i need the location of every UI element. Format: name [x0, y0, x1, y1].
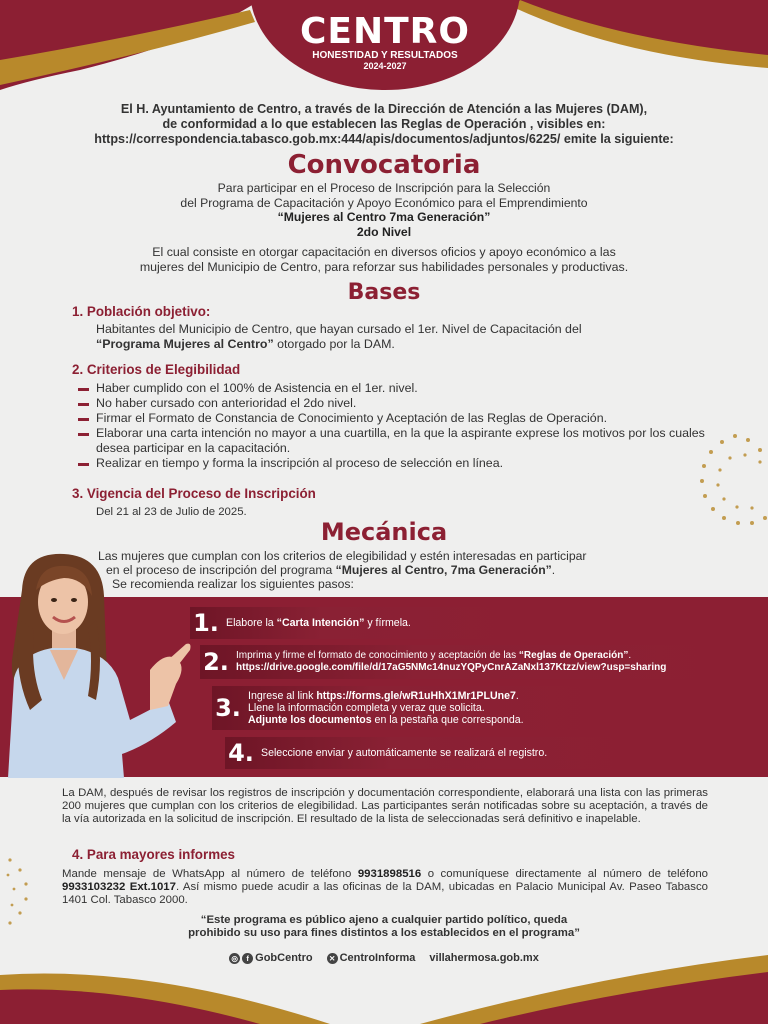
forms-link[interactable]: https://forms.gle/wR1uHhX1Mr1PLUne7 — [316, 690, 516, 702]
woman-pointing-photo — [0, 550, 200, 778]
instagram-icon: ◎ — [229, 953, 240, 964]
mecanica-line: Se recomienda realizar los siguientes pasos: — [112, 577, 354, 591]
list-item: Realizar en tiempo y forma la inscripción al proceso de selección en línea. — [78, 456, 718, 471]
list-item: No haber cursado con anterioridad el 2do nivel. — [78, 396, 718, 411]
step-text: Seleccione enviar y automáticamente se realizará el registro. — [261, 747, 548, 759]
step-1 — [190, 607, 520, 639]
bases-title: Bases — [347, 280, 421, 305]
phone-number[interactable]: 9933103232 Ext.1017 — [62, 881, 176, 893]
social-footer — [0, 952, 768, 964]
section-heading-poblacion: 1. Población objetivo: — [72, 304, 211, 319]
poblacion-line: Habitantes del Municipio de Centro, que hayan cursado el 1er. Nivel de Capacitación del — [96, 322, 582, 336]
intro-line: El H. Ayuntamiento de Centro, a través de la Dirección de Atención a las Mujeres (DAM), — [120, 102, 648, 116]
whatsapp-number[interactable]: 9931898516 — [357, 868, 422, 880]
logo-years: 2024-2027 — [363, 61, 407, 71]
step-2 — [200, 645, 740, 679]
convocatoria-body — [90, 181, 678, 239]
informes-body: Mande mensaje de WhatsApp al número de teléfono 9931898516 o comuníquese directamente al número de teléfono 9933103232 Ext.1017. Así mismo puede acudir a las oficinas de la DAM, ubicadas en Palacio Municipal Av. Paseo Tabasco 1401 Col. Tabasco 2000. — [62, 868, 709, 906]
criterios-list — [78, 381, 718, 471]
convocatoria-line: Para participar en el Proceso de Inscripción para la Selección — [217, 181, 551, 195]
results-paragraph: La DAM, después de revisar los registros de inscripción y documentación correspondiente, elaborará una lista con las primeras 200 mujeres que cumplan con los criterios de elegibilidad. Las participantes serán notificadas sobre su aceptación, a través de la vía autorizada en la solicitud de inscripción. El resultado de la lista de seleccionadas será definitivo e inapelable. — [62, 787, 708, 825]
convocatoria-title: Convocatoria — [287, 150, 481, 180]
poblacion-line: “Programa Mujeres al Centro” otorgado por la DAM. — [96, 337, 395, 351]
logo-slogan: HONESTIDAD Y RESULTADOS — [312, 50, 458, 61]
dash-bullet — [78, 463, 89, 466]
social-gob[interactable]: ◎ f GobCentro — [229, 952, 312, 964]
list-item: Haber cumplido con el 100% de Asistencia en el 1er. nivel. — [78, 381, 718, 396]
intro-line-link[interactable]: https://correspondencia.tabasco.gob.mx:444/apis/documentos/adjuntos/6225/ emite la siguiente: — [94, 132, 674, 146]
convocatoria-description — [70, 245, 698, 275]
quote-line: “Este programa es público ajeno a cualquier partido político, queda — [200, 914, 568, 926]
description-line: mujeres del Municipio de Centro, para reforzar sus habilidades personales y productivas. — [139, 260, 629, 274]
dash-bullet — [78, 433, 89, 436]
section-body-poblacion — [96, 322, 706, 352]
logo-wordmark: CENTRO — [299, 11, 471, 52]
mecanica-line: en el proceso de inscripción del programa “Mujeres al Centro, 7ma Generación”. — [106, 563, 556, 577]
section-heading-informes: 4. Para mayores informes — [72, 847, 236, 862]
step-text: Elabore la “Carta Intención” y fírmela. — [226, 617, 411, 629]
intro-line: de conformidad a lo que establecen las Reglas de Operación , visibles en: — [162, 117, 606, 131]
drive-link[interactable]: https://drive.google.com/file/d/17aG5NMc14nuzYQPyCnrAZaNxl137Ktzz/view?usp=sharing — [236, 662, 667, 673]
dash-bullet — [78, 388, 89, 391]
facebook-icon: f — [242, 953, 253, 964]
list-item: Elaborar una carta intención no mayor a una cuartilla, en la que la aspirante exprese los motivos por los cuales desea participar en la capacitación. — [78, 426, 718, 456]
section-heading-criterios: 2. Criterios de Elegibilidad — [72, 362, 241, 377]
step-number: 1. — [193, 609, 219, 637]
intro-paragraph — [50, 102, 718, 147]
program-name: “Mujeres al Centro 7ma Generación” — [277, 210, 491, 224]
dash-bullet — [78, 418, 89, 421]
step-3 — [212, 686, 612, 730]
mecanica-title: Mecánica — [320, 518, 448, 546]
x-icon: ✕ — [327, 953, 338, 964]
vigencia-dates: Del 21 al 23 de Julio de 2025. — [96, 506, 247, 518]
dash-bullet — [78, 403, 89, 406]
step-number: 3. — [215, 694, 241, 722]
step-text: Imprima y firme el formato de conocimiento y aceptación de las “Reglas de Operación”. https://drive.google.com/file/d/17aG5NMc14nuzYQPyCnrAZaNxl137Ktzz/view?usp=sharing — [236, 650, 667, 673]
disclaimer-quote — [100, 914, 668, 940]
quote-line: prohibido su uso para fines distintos a los establecidos en el programa” — [188, 927, 580, 939]
description-line: El cual consiste en otorgar capacitación en diversos oficios y apoyo económico a las — [152, 245, 616, 259]
step-number: 4. — [228, 739, 254, 767]
social-informa[interactable]: ✕ CentroInforma — [327, 952, 416, 964]
step-number: 2. — [203, 648, 229, 676]
step-4 — [225, 737, 645, 769]
website-link[interactable]: villahermosa.gob.mx — [429, 952, 539, 964]
step-text: Ingrese al link https://forms.gle/wR1uHhX1Mr1PLUne7. Llene la información completa y veraz que solicita. Adjunte los documentos en la pestaña que corresponda. — [248, 690, 524, 726]
mecanica-line: Las mujeres que cumplan con los criterios de elegibilidad y estén interesadas en participar — [98, 549, 587, 563]
convocatoria-line: del Programa de Capacitación y Apoyo Económico para el Emprendimiento — [180, 195, 588, 210]
program-level: 2do Nivel — [356, 224, 412, 239]
list-item: Firmar el Formato de Constancia de Conocimiento y Aceptación de las Reglas de Operación. — [78, 411, 718, 426]
section-heading-vigencia: 3. Vigencia del Proceso de Inscripción — [72, 486, 316, 501]
